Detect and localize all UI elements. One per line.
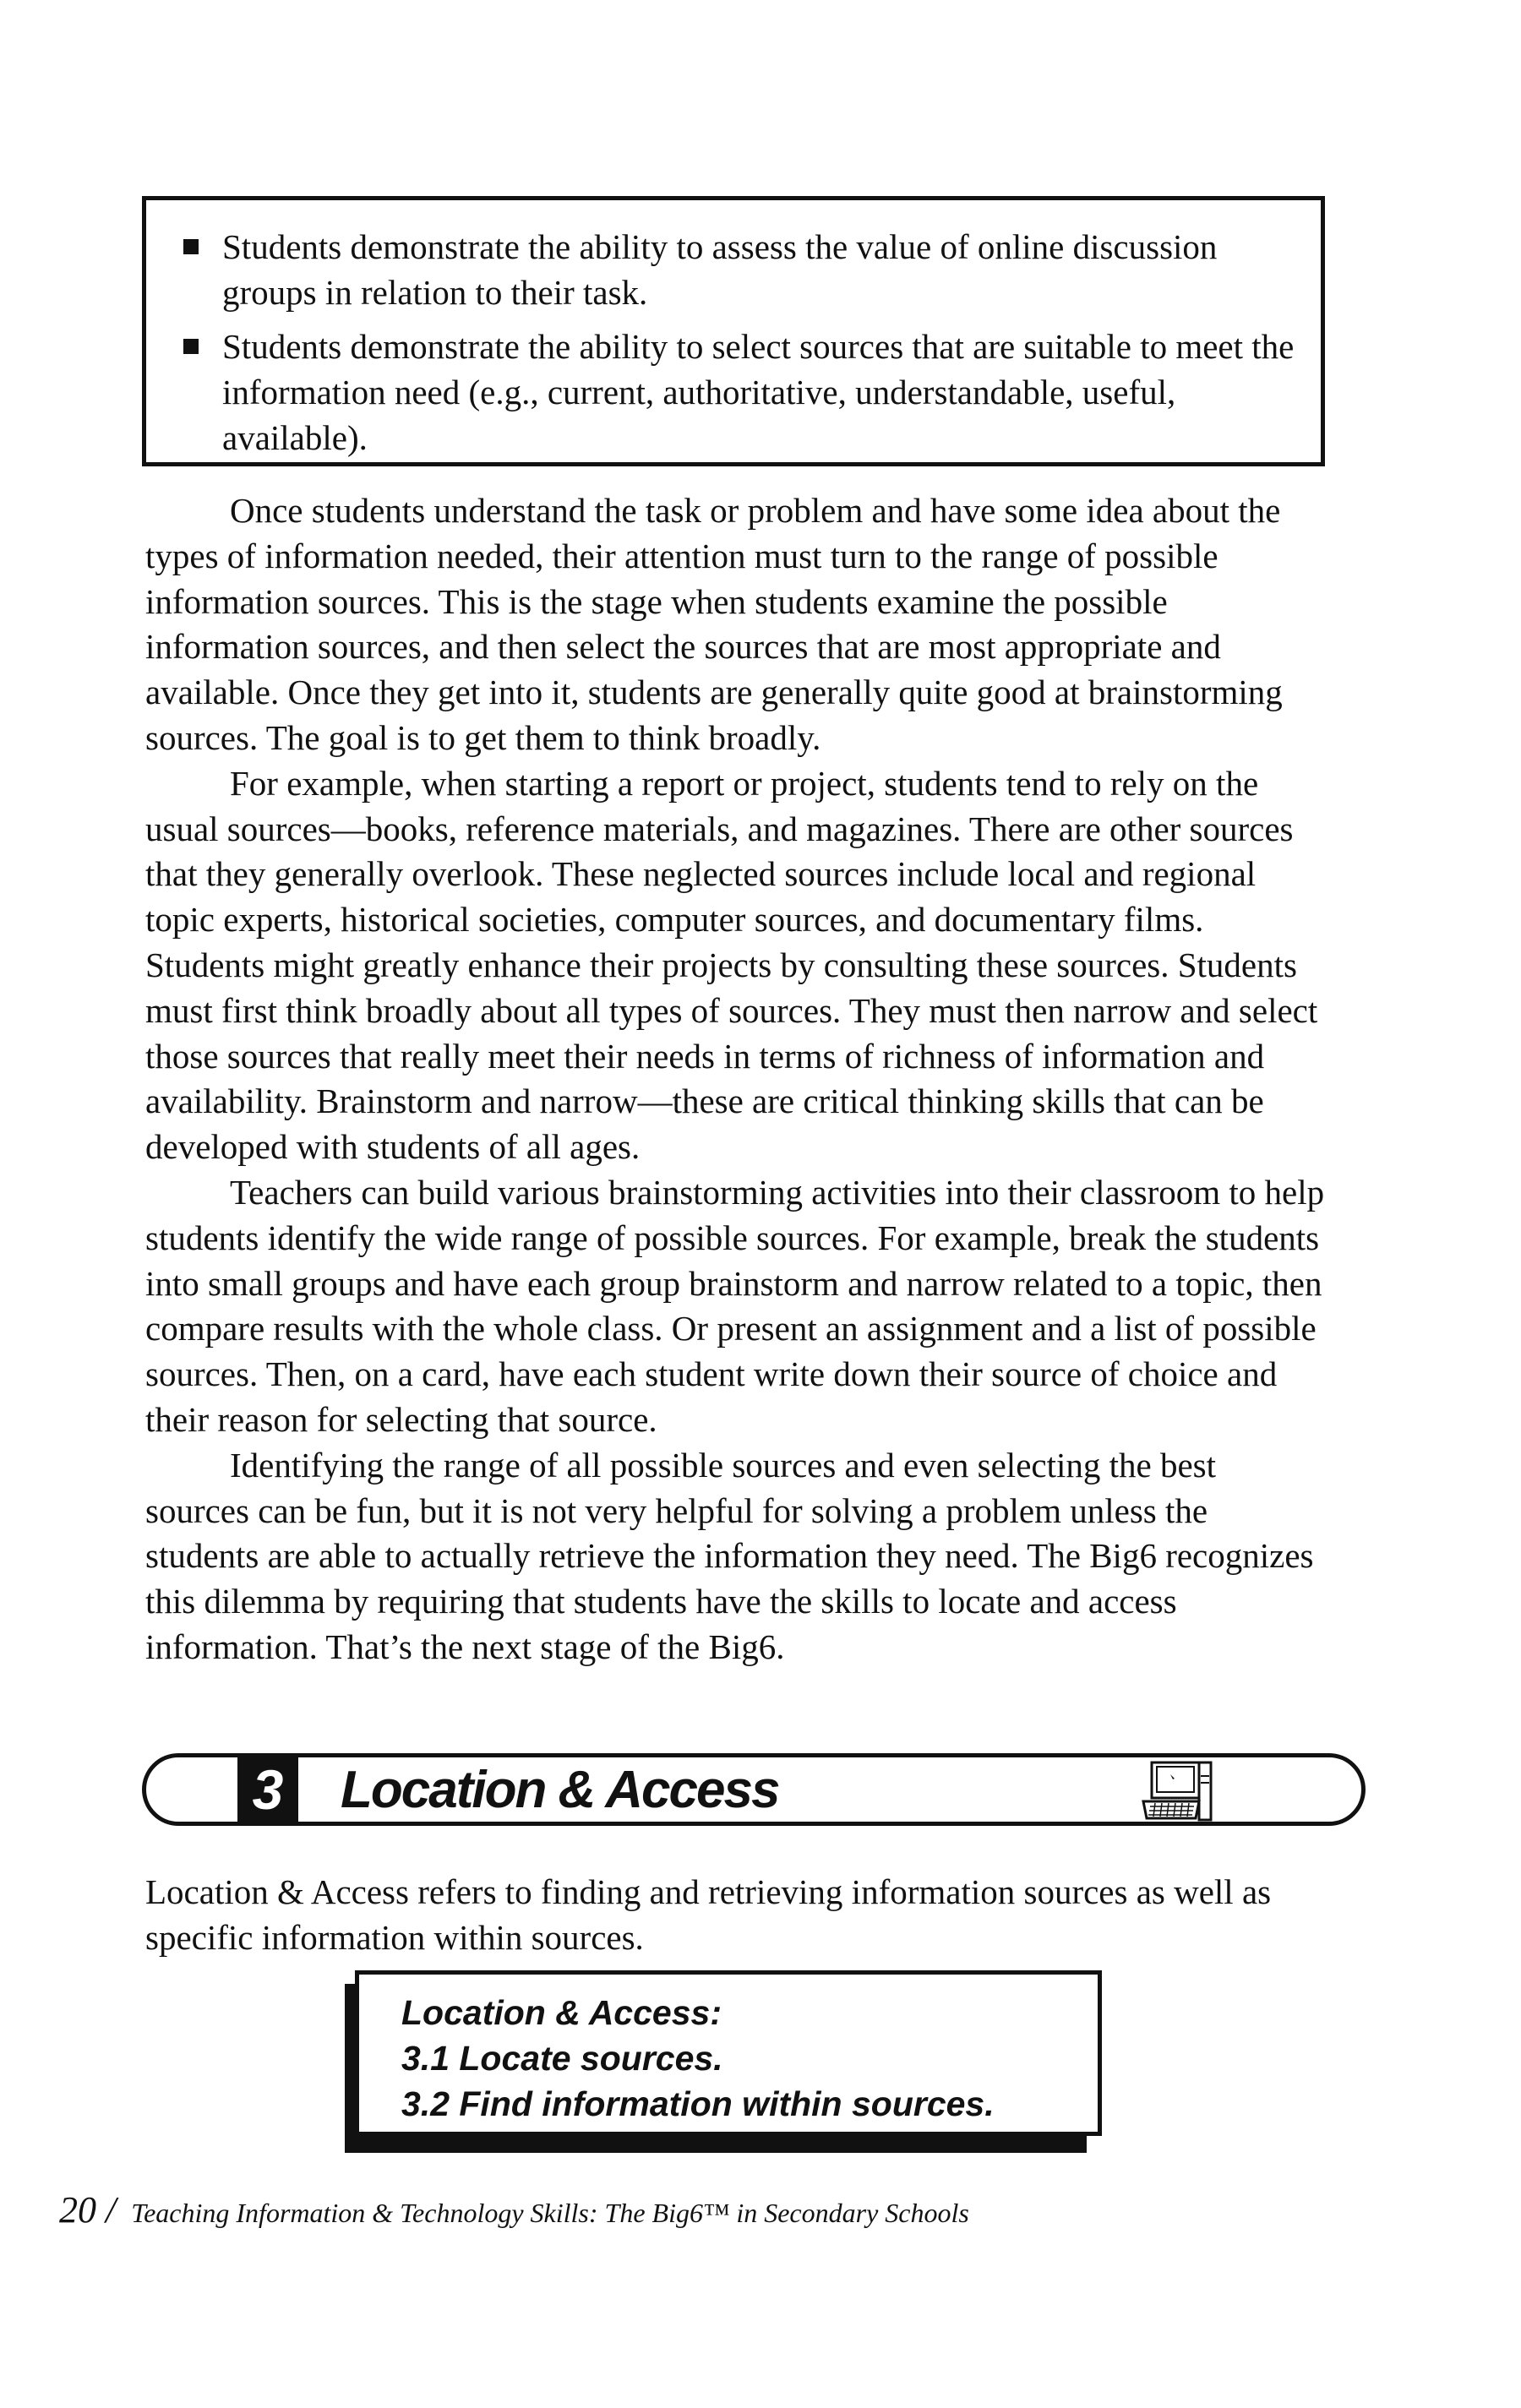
objective-item — [180, 324, 1295, 460]
callout-item: 3.2 Find information within sources. — [401, 2084, 995, 2123]
section-banner — [142, 1753, 1366, 1826]
page-number: 20 / — [59, 2189, 117, 2231]
objective-text: Students demonstrate the ability to assess the value of online discussion groups in relation to their task. — [222, 227, 1218, 312]
objective-item — [180, 224, 1295, 315]
page-footer — [59, 2188, 969, 2231]
square-bullet-icon — [183, 239, 199, 254]
body-text — [145, 488, 1328, 1670]
paragraph: Identifying the range of all possible sources and even selecting the best sources can be fun, but it is not very helpful for solving a problem unless the students are able to actually retrieve the information they need. The Big6 recognizes this dilemma by requiring that students have the skills to locate and access information. That’s the next stage of the Big6. — [145, 1445, 1314, 1666]
running-title: Teaching Information & Technology Skills: The Big6™ in Secondary Schools — [131, 2198, 969, 2228]
paragraph: For example, when starting a report or project, students tend to rely on the usual sources—books, reference materials, and magazines. There are other sources that they generally overlook. These neglected sources include local and regional topic experts, historical societies, computer sources, and documentary films. Students might greatly enhance their projects by consulting these sources. Students must first think broadly about all types of sources. They must then narrow and select those sources that really meet their needs in terms of richness of information and availability. Brainstorm and narrow—these are critical thinking skills that can be developed with students of all ages. — [145, 763, 1318, 1167]
objectives-list — [180, 224, 1295, 460]
objectives-box — [142, 196, 1325, 466]
callout-box — [355, 1970, 1102, 2136]
callout-item: 3.1 Locate sources. — [401, 2039, 723, 2078]
section-title: Location & Access — [341, 1761, 779, 1819]
section-intro: Location & Access refers to finding and retrieving information sources as well as specific information within sources. — [145, 1872, 1272, 1957]
computer-icon — [1140, 1759, 1216, 1822]
square-bullet-icon — [183, 339, 199, 354]
paragraph: Teachers can build various brainstorming activities into their classroom to help students identify the wide range of possible sources. For example, break the students into small groups and have each group brainstorm and narrow related to a topic, then compare results with the whole class. Or present an assignment and a list of possible sources. Then, on a card, have each student write down their source of choice and their reason for selecting that source. — [145, 1172, 1325, 1439]
objective-text: Students demonstrate the ability to select sources that are suitable to meet the information need (e.g., current, authoritative, understandable, useful, available). — [222, 327, 1295, 457]
callout-heading: Location & Access: — [401, 1993, 722, 2032]
paragraph: Once students understand the task or problem and have some idea about the types of information needed, their attention must turn to the range of possible information sources. This is the stage when students examine the possible information sources, and then select the sources that are most appropriate and available. Once they get into it, students are generally quite good at brainstorming sources. The goal is to get them to think broadly. — [145, 491, 1283, 757]
section-number: 3 — [237, 1753, 298, 1826]
